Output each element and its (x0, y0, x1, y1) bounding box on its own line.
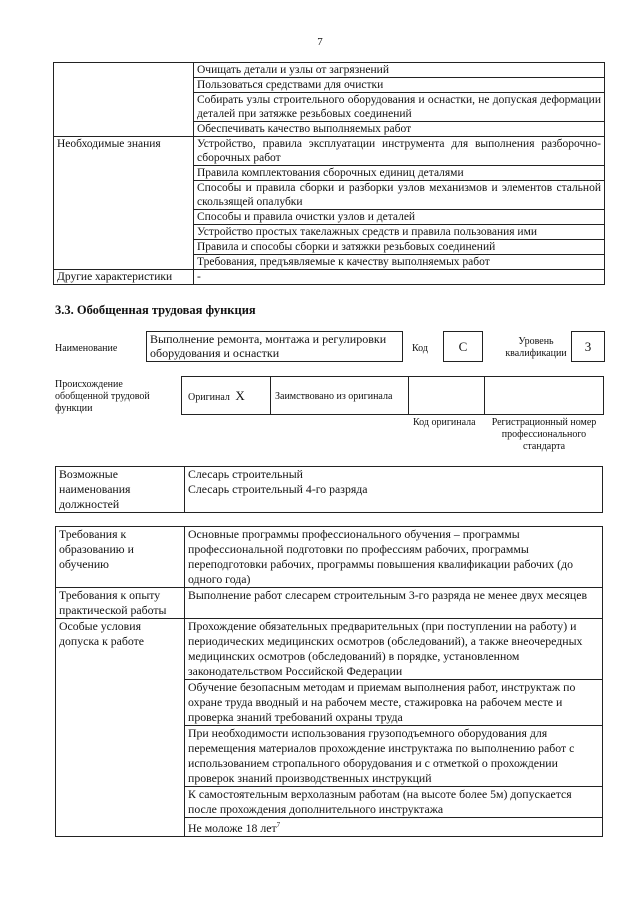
positions-label: Возможные наименования должностей (56, 467, 185, 513)
experience-value: Выполнение работ слесарем строительным 3-го разряда не менее двух месяцев (185, 588, 603, 619)
knowledge-item: Правила комплектования сборочных единиц деталями (194, 166, 605, 181)
section-title: 3.3. Обобщенная трудовая функция (55, 303, 256, 317)
group1-label (54, 63, 194, 137)
position-name: Слесарь строительный (188, 467, 303, 481)
knowledge-item: Способы и правила очистки узлов и деталей (194, 210, 605, 225)
knowledge-item: Устройство, правила эксплуатации инструмента для выполнения разборочно-сборочных работ (194, 137, 605, 166)
special-condition-item: Прохождение обязательных предварительных (при поступлении на работу) и периодических медицинских осмотров (обследований), а также внеочередных медицинских осмотров (обследований) в порядке, установленном законодательством Российской Федерации (185, 619, 603, 680)
required-knowledge-label: Необходимые знания (54, 137, 194, 270)
name-label: Наименование (55, 343, 118, 354)
skill-item: Очищать детали и узлы от загрязнений (194, 63, 605, 78)
knowledge-item: Требования, предъявляемые к качеству выполняемых работ (194, 255, 605, 270)
education-value: Основные программы профессионального обучения – программы профессиональной подготовки по профессиям рабочих, программы переподготовки рабочих, программы повышения квалификации рабочих (до одного года) (185, 527, 603, 588)
code-box (443, 331, 483, 362)
age-requirement: Не моложе 18 лет (188, 820, 277, 835)
original-label: Оригинал (188, 392, 230, 403)
special-condition-item: К самостоятельным верхолазным работам (на высоте более 5м) допускается после прохождения дополнительного инструктажа (185, 787, 603, 818)
borrowed-label: Заимствовано из оригинала (275, 391, 393, 402)
knowledge-item: Правила и способы сборки и затяжки резьбовых соединений (194, 240, 605, 255)
function-name-box (146, 331, 403, 362)
knowledge-item: Способы и правила сборки и разборки узлов механизмов и элементов стальной скользящей опалубки (194, 181, 605, 210)
other-characteristics-value: - (194, 270, 605, 285)
code-original-caption: Код оригинала (413, 417, 476, 428)
special-condition-item: Обучение безопасным методам и приемам выполнения работ, инструктаж по охране труда вводный и на рабочем месте, стажировка на рабочем месте и проверка знаний требований охраны труда (185, 680, 603, 726)
level-label: Уровень квалификации (505, 336, 567, 359)
skills-knowledge-table (53, 62, 605, 285)
code-label: Код (412, 343, 428, 354)
skill-item: Обеспечивать качество выполняемых работ (194, 122, 605, 137)
level-value: 3 (584, 339, 592, 354)
positions-table (55, 466, 603, 513)
page-number: 7 (317, 36, 323, 48)
origin-box (181, 376, 604, 415)
reg-number-caption: Регистрационный номер профессионального стандарта (491, 417, 597, 452)
other-characteristics-label: Другие характеристики (54, 270, 194, 285)
education-label: Требования к образованию и обучению (56, 527, 185, 588)
knowledge-item: Устройство простых такелажных средств и правила пользования ими (194, 225, 605, 240)
position-name: Слесарь строительный 4-го разряда (188, 482, 368, 496)
origin-label: Происхождение обобщенной трудовой функции (55, 379, 150, 414)
requirements-table (55, 526, 603, 837)
footnote-mark: 7 (276, 821, 281, 829)
skill-item: Собирать узлы строительного оборудования и оснастки, не допуская деформации деталей при затяжке резьбовых соединений (194, 93, 605, 122)
code-value: C (458, 339, 468, 354)
special-condition-item (185, 818, 603, 837)
original-mark: X (235, 388, 245, 403)
special-condition-item: При необходимости использования грузоподъемного оборудования для перемещения материалов прохождение инструктажа по выполнению работ с использованием стропального оборудования и с отметкой о прохождении проверок знаний производственных инструкций (185, 726, 603, 787)
function-name-value: Выполнение ремонта, монтажа и регулировки оборудования и оснастки (150, 332, 387, 360)
experience-label: Требования к опыту практической работы (56, 588, 185, 619)
special-conditions-label: Особые условия допуска к работе (56, 619, 185, 837)
positions-values (185, 467, 603, 513)
level-box (571, 331, 605, 362)
skill-item: Пользоваться средствами для очистки (194, 78, 605, 93)
